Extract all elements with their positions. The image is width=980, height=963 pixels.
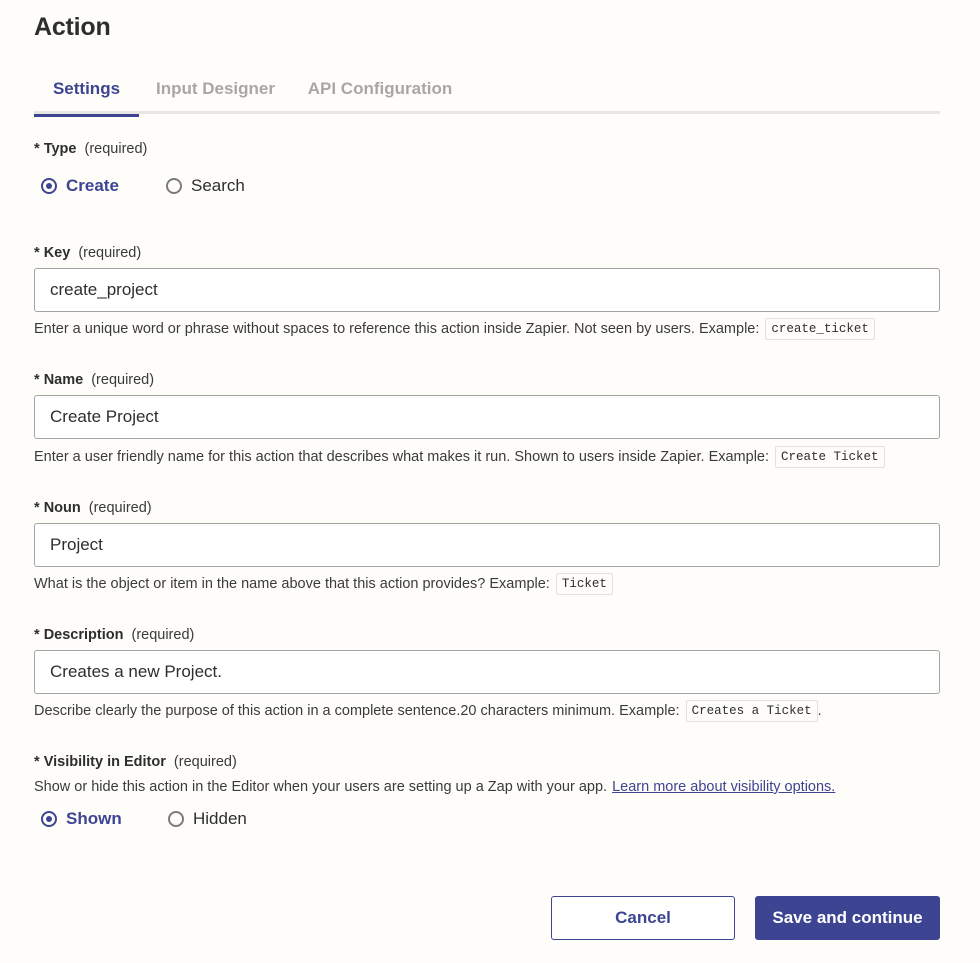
visibility-learn-more-link[interactable]: Learn more about visibility options.	[612, 779, 836, 795]
radio-selected-icon	[41, 811, 57, 827]
name-help-text	[34, 446, 885, 468]
required-hint: (required)	[88, 500, 152, 516]
description-help-description: Describe clearly the purpose of this action in a complete sentence.20 characters minimum. Example:	[34, 703, 680, 719]
description-help-trailing: .	[817, 703, 822, 719]
visibility-radio-hidden-label: Hidden	[193, 809, 247, 828]
name-example-code: Create Ticket	[775, 446, 885, 468]
visibility-radio-hidden[interactable]	[168, 808, 247, 830]
visibility-radio-shown[interactable]	[41, 808, 122, 830]
name-label	[34, 372, 154, 388]
key-input[interactable]	[34, 268, 940, 312]
description-example-code: Creates a Ticket	[686, 700, 818, 722]
required-hint: (required)	[91, 372, 155, 388]
key-help-text	[34, 318, 875, 340]
tab-bar	[34, 68, 940, 114]
required-marker: *	[34, 500, 40, 516]
visibility-label-text: Visibility in Editor	[43, 754, 166, 770]
required-hint: (required)	[131, 627, 195, 643]
active-tab-indicator	[34, 114, 139, 117]
noun-help-description: What is the object or item in the name above that this action provides? Example:	[34, 576, 550, 592]
tab-api-configuration-label: API Configuration	[307, 79, 453, 98]
noun-input[interactable]	[34, 523, 940, 567]
cancel-button[interactable]: Cancel	[551, 896, 735, 940]
tab-settings-label: Settings	[52, 79, 121, 98]
tab-input-designer-label: Input Designer	[155, 79, 275, 98]
visibility-help-description: Show or hide this action in the Editor when your users are setting up a Zap with your app.	[34, 779, 608, 795]
noun-example-code: Ticket	[556, 573, 613, 595]
type-radio-search[interactable]	[166, 175, 245, 197]
key-label-text: Key	[43, 245, 71, 261]
type-radio-create-label: Create	[66, 176, 119, 195]
required-hint: (required)	[78, 245, 142, 261]
description-label-text: Description	[43, 627, 124, 643]
noun-label	[34, 500, 152, 516]
visibility-label	[34, 754, 237, 770]
description-input[interactable]	[34, 650, 940, 694]
noun-help-text	[34, 573, 613, 595]
required-hint: (required)	[173, 754, 237, 770]
tab-settings[interactable]	[34, 68, 139, 114]
name-input[interactable]	[34, 395, 940, 439]
tab-api-configuration[interactable]	[306, 68, 454, 114]
type-radio-create[interactable]	[41, 175, 119, 197]
key-label	[34, 245, 141, 261]
save-and-continue-button[interactable]: Save and continue	[755, 896, 940, 940]
key-example-code: create_ticket	[765, 318, 875, 340]
key-help-description: Enter a unique word or phrase without spaces to reference this action inside Zapier. Not seen by users. Example:	[34, 321, 760, 337]
tab-input-designer[interactable]	[146, 68, 285, 114]
radio-unselected-icon	[166, 178, 182, 194]
visibility-help-text	[34, 779, 835, 795]
type-label-text: Type	[43, 141, 77, 157]
radio-unselected-icon	[168, 811, 184, 827]
name-help-description: Enter a user friendly name for this action that describes what makes it run. Shown to users inside Zapier. Example:	[34, 449, 770, 465]
name-label-text: Name	[43, 372, 84, 388]
noun-label-text: Noun	[43, 500, 81, 516]
description-label	[34, 627, 194, 643]
visibility-radio-shown-label: Shown	[66, 809, 122, 828]
required-hint: (required)	[84, 141, 148, 157]
required-marker: *	[34, 141, 40, 157]
required-marker: *	[34, 245, 40, 261]
required-marker: *	[34, 372, 40, 388]
type-label	[34, 141, 147, 157]
page-title: Action	[34, 13, 111, 41]
required-marker: *	[34, 754, 40, 770]
description-help-text	[34, 700, 822, 722]
radio-selected-icon	[41, 178, 57, 194]
required-marker: *	[34, 627, 40, 643]
type-radio-search-label: Search	[191, 176, 245, 195]
